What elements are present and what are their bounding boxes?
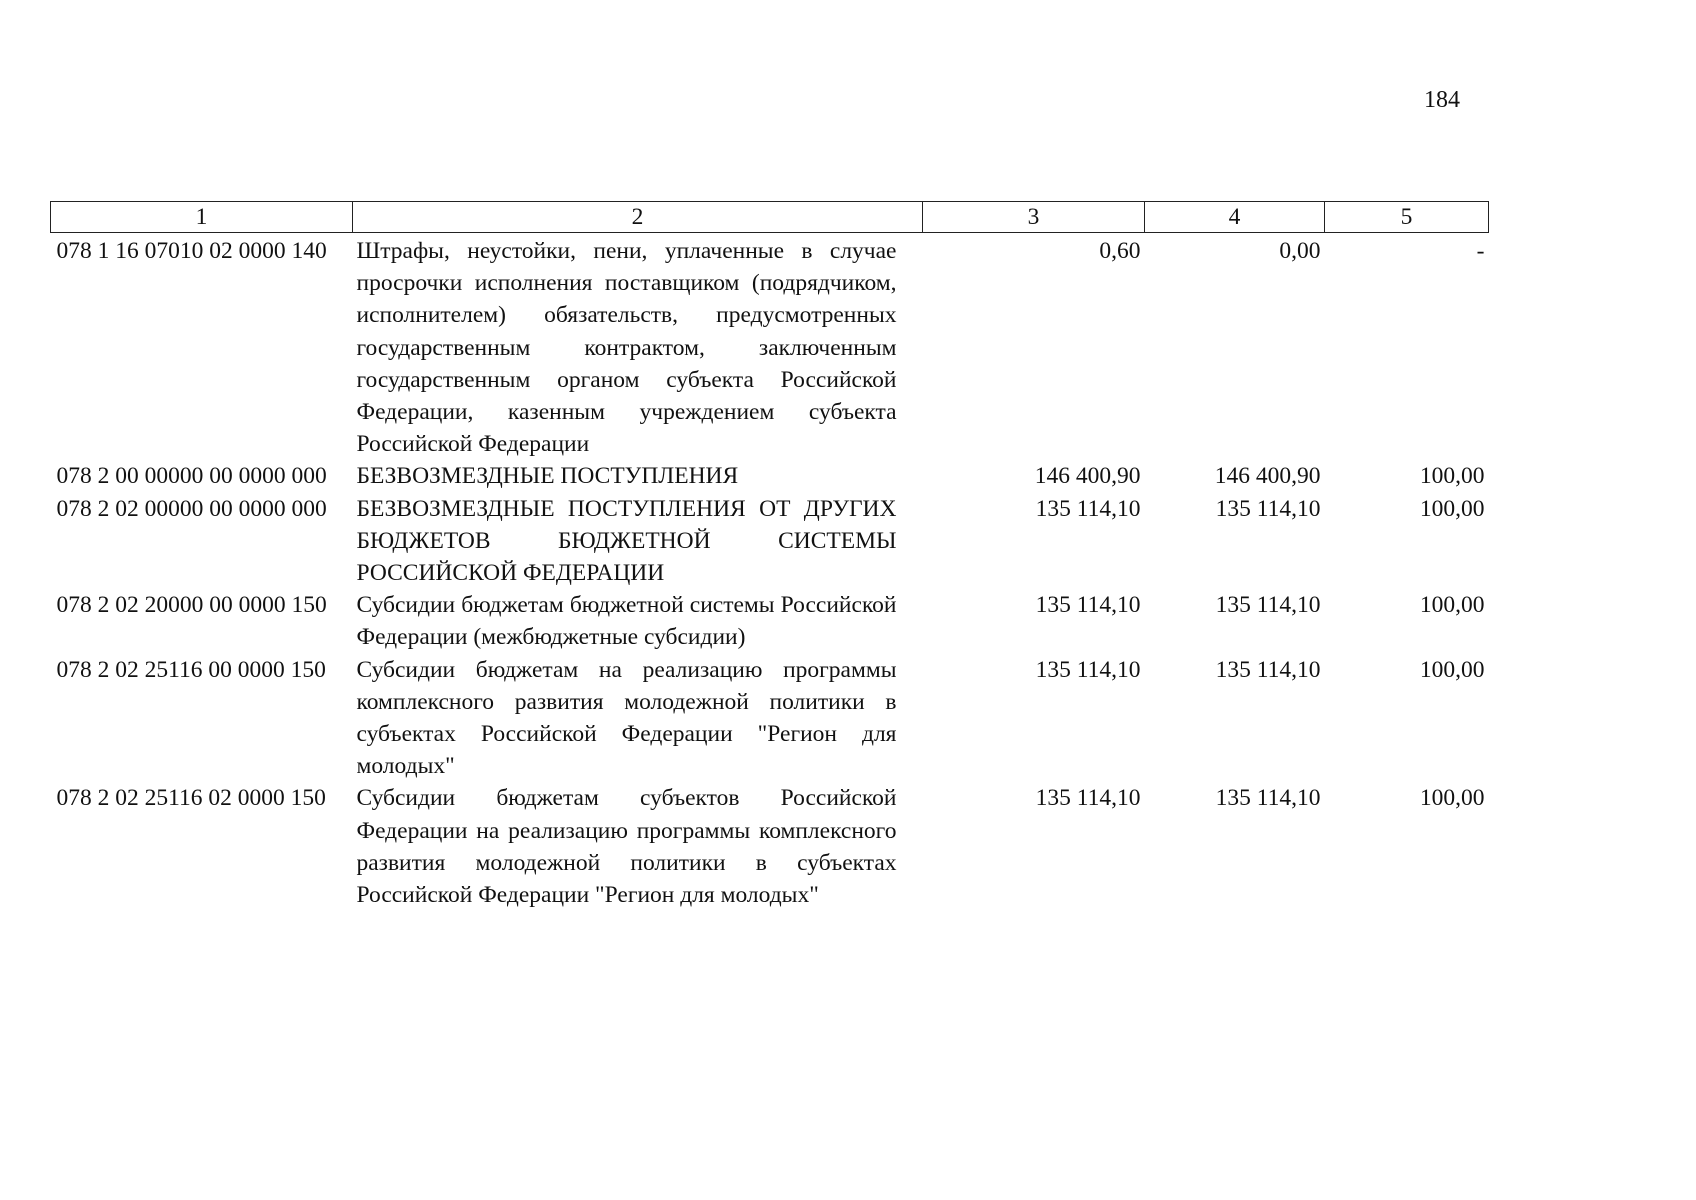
income-code: 078 1 16 07010 02 0000 140 — [56, 238, 327, 264]
value-col5: 100,00 — [1419, 592, 1485, 619]
value-col4: 135 114,10 — [1215, 785, 1321, 812]
income-code: 078 2 00 00000 00 0000 000 — [56, 463, 327, 490]
value-col3: 146 400,90 — [1034, 463, 1141, 490]
value-col5: 100,00 — [1419, 656, 1485, 683]
budget-revenue-table — [50, 201, 1489, 911]
value-col5: 100,00 — [1419, 495, 1485, 522]
column-header-2: 2 — [353, 202, 923, 233]
table-header — [51, 202, 1489, 233]
table-row — [51, 589, 1489, 653]
column-header-3: 3 — [923, 202, 1145, 233]
income-name: Субсидии бюджетам субъектов Российской Федерации на реализацию программы комплексного развития молодежной политики в субъектах Российской Федерации "Регион для молодых" — [356, 785, 897, 909]
value-col3: 135 114,10 — [1035, 495, 1141, 522]
value-col5: - — [1476, 238, 1485, 264]
table-row — [51, 460, 1489, 492]
income-code: 078 2 02 00000 00 0000 000 — [56, 495, 327, 522]
income-name: БЕЗВОЗМЕЗДНЫЕ ПОСТУПЛЕНИЯ — [356, 463, 739, 490]
value-col3: 135 114,10 — [1035, 592, 1141, 619]
table-row — [51, 233, 1489, 461]
value-col5: 100,00 — [1419, 463, 1485, 490]
table-row — [51, 782, 1489, 911]
income-name: Субсидии бюджетам на реализацию программы комплексного развития молодежной политики в субъектах Российской Федерации "Регион для молодых" — [356, 656, 897, 780]
table-row — [51, 654, 1489, 783]
value-col4: 0,00 — [1279, 238, 1321, 264]
value-col3: 135 114,10 — [1035, 785, 1141, 812]
table-row — [51, 493, 1489, 590]
income-name: Штрафы, неустойки, пени, уплаченные в случае просрочки исполнения поставщиком (подрядчиком, исполнителем) обязательств, предусмотренных государственным контрактом, заключенным государственным органом субъекта Российской Федерации, казенным учреждением субъекта Российской Федерации — [356, 238, 897, 458]
value-col4: 135 114,10 — [1215, 495, 1321, 522]
page-number: 184 — [1424, 87, 1460, 113]
value-col4: 135 114,10 — [1215, 592, 1321, 619]
income-code: 078 2 02 20000 00 0000 150 — [56, 592, 327, 619]
table-body — [51, 233, 1489, 912]
value-col3: 0,60 — [1099, 238, 1141, 264]
value-col4: 146 400,90 — [1214, 463, 1321, 490]
value-col4: 135 114,10 — [1215, 656, 1321, 683]
column-header-1: 1 — [51, 202, 353, 233]
income-name: БЕЗВОЗМЕЗДНЫЕ ПОСТУПЛЕНИЯ ОТ ДРУГИХ БЮДЖЕТОВ БЮДЖЕТНОЙ СИСТЕМЫ РОССИЙСКОЙ ФЕДЕРАЦИИ — [356, 495, 897, 587]
income-code: 078 2 02 25116 02 0000 150 — [56, 785, 326, 812]
value-col5: 100,00 — [1419, 785, 1485, 812]
value-col3: 135 114,10 — [1035, 656, 1141, 683]
header-row — [51, 202, 1489, 233]
income-name: Субсидии бюджетам бюджетной системы Российской Федерации (межбюджетные субсидии) — [356, 592, 897, 651]
income-code: 078 2 02 25116 00 0000 150 — [56, 656, 326, 683]
column-header-4: 4 — [1145, 202, 1325, 233]
column-header-5: 5 — [1325, 202, 1489, 233]
